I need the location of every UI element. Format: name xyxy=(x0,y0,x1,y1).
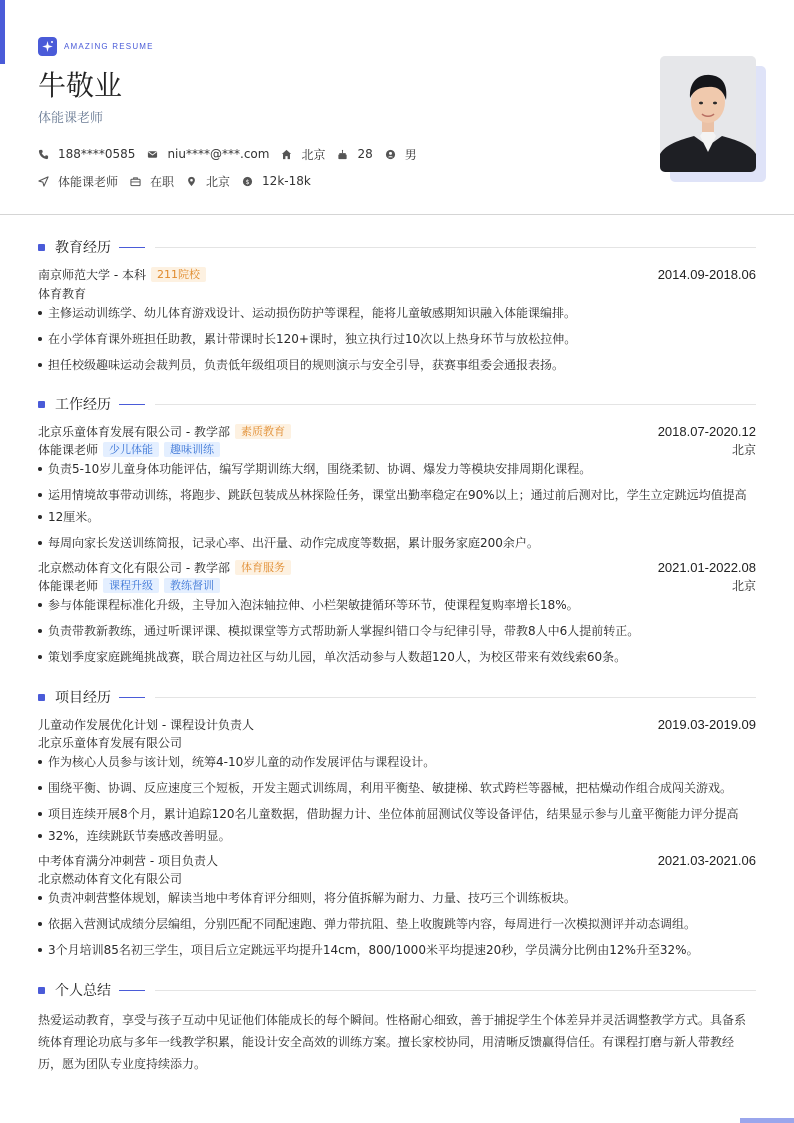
section-bullet xyxy=(38,987,45,994)
project-section-header xyxy=(38,687,756,707)
list-item: 负责冲刺营整体规划，解读当地中考体育评分细则，将分值拆解为耐力、力量、技巧三个训练板块。 xyxy=(38,887,756,909)
status-info xyxy=(130,172,174,190)
resume-header xyxy=(0,0,794,215)
project-name: 儿童动作发展优化计划 - 课程设计负责人 xyxy=(38,717,254,732)
education-major-row xyxy=(38,284,756,302)
section-accent-line xyxy=(119,990,145,991)
education-date: 2014.09-2018.06 xyxy=(657,266,756,282)
location-pin-icon xyxy=(186,176,197,187)
section-title: 工作经历 xyxy=(55,397,111,413)
company-tag: 素质教育 xyxy=(235,424,291,439)
list-item: 负责5-10岁儿童身体功能评估，编写学期训练大纲，围绕柔韧、协调、爆发力等模块安排周期化课程。 xyxy=(38,458,756,480)
project-org-row xyxy=(38,733,756,751)
phone-info xyxy=(38,145,135,163)
work-location: 北京 xyxy=(731,578,756,593)
send-icon xyxy=(38,176,49,187)
company-name: 北京燃动体育文化有限公司 - 教学部 xyxy=(38,560,230,575)
project-org-row xyxy=(38,869,756,887)
summary-line: 统体育理论功底与多年一线教学积累，能设计安全高效的训练方案。擅长家校协同，用清晰反馈赢得信任。有课程打磨与新人带教经 xyxy=(38,1035,735,1049)
hometown-info xyxy=(281,145,325,163)
section-title: 教育经历 xyxy=(55,240,111,256)
home-icon xyxy=(281,149,292,160)
summary-line: 热爱运动教育，享受与孩子互动中见证他们体能成长的每个瞬间。性格耐心细致，善于捕捉学生个体差异并灵活调整教学方式。具备系 xyxy=(38,1013,747,1027)
list-item-continuation xyxy=(38,825,756,847)
work-date: 2018.07-2020.12 xyxy=(657,423,756,439)
work-section-header xyxy=(38,394,756,414)
summary-section-header xyxy=(38,980,756,1000)
list-item: 3个月培训85名初三学生，项目后立定跳远平均提升14cm，800/1000米平均提速20秒，学员满分比例由12%升至32%。 xyxy=(38,939,756,961)
email-text: niu****@***.com xyxy=(167,147,270,161)
list-item: 项目连续开展8个月，累计追踪120名儿童数据，借助握力计、坐位体前屈测试仪等设备评估，结果显示参与儿童平衡能力评分提高 xyxy=(38,803,756,825)
briefcase-icon xyxy=(130,176,141,187)
list-item: 每周向家长发送训练简报，记录心率、出汗量、动作完成度等数据，累计服务家庭200余户。 xyxy=(38,532,756,554)
list-item: 策划季度家庭跳绳挑战赛，联合周边社区与幼儿园，单次活动参与人数超120人，为校区带来有效线索60条。 xyxy=(38,646,756,668)
list-item: 作为核心人员参与该计划，统筹4-10岁儿童的动作发展评估与课程设计。 xyxy=(38,751,756,773)
section-accent-line xyxy=(119,404,145,405)
list-item: 依据入营测试成绩分层编组，分别匹配不同配速跑、弹力带抗阻、垫上收腹跳等内容，每周进行一次模拟测评并动态调组。 xyxy=(38,913,756,935)
bottom-accent-bar xyxy=(740,1118,794,1123)
contact-row xyxy=(38,145,429,163)
phone-icon xyxy=(38,149,49,160)
gender-text: 男 xyxy=(404,147,417,162)
section-bullet xyxy=(38,401,45,408)
candidate-name: 牛敬业 xyxy=(38,69,123,102)
list-item-continuation xyxy=(38,506,756,528)
section-bullet xyxy=(38,694,45,701)
section-accent-line xyxy=(119,697,145,698)
list-item: 主修运动训练学、幼儿体育游戏设计、运动损伤防护等课程，能将儿童敏感期知识融入体能课编排。 xyxy=(38,302,756,324)
target-city-text: 北京 xyxy=(206,174,231,189)
section-divider xyxy=(155,247,756,248)
school-tag: 211院校 xyxy=(151,267,206,282)
project-date: 2021.03-2021.06 xyxy=(657,852,756,868)
target-job-text: 体能课老师 xyxy=(58,174,119,189)
cake-icon xyxy=(337,149,348,160)
list-item: 围绕平衡、协调、反应速度三个短板，开发主题式训练周，利用平衡垫、敏捷梯、软式跨栏等器械，把枯燥动作组合成闯关游戏。 xyxy=(38,777,756,799)
email-info xyxy=(147,145,269,163)
status-text: 在职 xyxy=(150,174,175,189)
money-icon xyxy=(242,176,253,187)
continuation-text: 12厘米。 xyxy=(48,510,100,524)
work-position-row xyxy=(38,440,756,458)
project-org: 北京乐童体育发展有限公司 xyxy=(38,735,183,750)
work-position-row xyxy=(38,576,756,594)
education-entry xyxy=(38,265,756,283)
continuation-text: 32%，连续跳跃节奏感改善明显。 xyxy=(48,829,231,843)
position: 体能课老师 xyxy=(38,442,99,457)
section-bullet xyxy=(38,244,45,251)
list-item: 负责带教新教练，通过听课评课、模拟课堂等方式帮助新人掌握纠错口令与纪律引导，带教8人中6人提前转正。 xyxy=(38,620,756,642)
svg-text:$: $ xyxy=(245,177,250,186)
target-job-info xyxy=(38,172,118,190)
salary-info xyxy=(242,172,311,190)
section-accent-line xyxy=(119,247,145,248)
skill-tag: 趣味训练 xyxy=(164,442,220,457)
mail-icon xyxy=(147,149,158,160)
position: 体能课老师 xyxy=(38,578,99,593)
company-name: 北京乐童体育发展有限公司 - 教学部 xyxy=(38,424,230,439)
skill-tag: 课程升级 xyxy=(103,578,159,593)
project-entry xyxy=(38,851,756,869)
sparkle-icon xyxy=(38,37,57,56)
brand xyxy=(38,37,154,56)
section-divider xyxy=(155,990,756,991)
project-org: 北京燃动体育文化有限公司 xyxy=(38,871,183,886)
age-text: 28 xyxy=(357,147,373,161)
major: 体育教育 xyxy=(38,286,87,301)
list-item: 担任校级趣味运动会裁判员，负责低年级组项目的规则演示与安全引导，获赛事组委会通报表扬。 xyxy=(38,354,756,376)
list-item: 运用情境故事带动训练，将跑步、跳跃包装成丛林探险任务，课堂出勤率稳定在90%以上；通过前后测对比，学生立定跳远均值提高 xyxy=(38,484,756,506)
section-title: 项目经历 xyxy=(55,690,111,706)
work-entry xyxy=(38,422,756,440)
job-intent-row xyxy=(38,172,323,190)
target-city-info xyxy=(186,172,230,190)
skill-tag: 少儿体能 xyxy=(103,442,159,457)
project-entry xyxy=(38,715,756,733)
section-title: 个人总结 xyxy=(55,983,111,999)
project-name: 中考体育满分冲刺营 - 项目负责人 xyxy=(38,853,218,868)
hometown-text: 北京 xyxy=(301,147,326,162)
list-item: 参与体能课程标准化升级，主导加入泡沫轴拉伸、小栏架敏捷循环等环节，使课程复购率增长18%。 xyxy=(38,594,756,616)
work-entry xyxy=(38,558,756,576)
work-date: 2021.01-2022.08 xyxy=(657,559,756,575)
section-divider xyxy=(155,697,756,698)
list-item: 在小学体育课外班担任助教，累计带课时长120+课时，独立执行过10次以上热身环节与放松拉伸。 xyxy=(38,328,756,350)
user-circle-icon xyxy=(385,149,396,160)
gender-info xyxy=(385,145,417,163)
profile-photo xyxy=(660,56,766,182)
school-name: 南京师范大学 - 本科 xyxy=(38,267,146,282)
phone-text: 188****0585 xyxy=(58,147,136,161)
brand-text: AMAZING RESUME xyxy=(64,42,154,51)
summary-text xyxy=(38,1009,756,1075)
age-info xyxy=(337,145,372,163)
salary-text: 12k-18k xyxy=(262,174,311,188)
education-section-header xyxy=(38,237,756,257)
section-divider xyxy=(155,404,756,405)
skill-tag: 教练督训 xyxy=(164,578,220,593)
summary-line: 历，愿为团队专业度持续添力。 xyxy=(38,1057,207,1071)
project-date: 2019.03-2019.09 xyxy=(657,716,756,732)
candidate-title: 体能课老师 xyxy=(38,111,104,126)
company-tag: 体育服务 xyxy=(235,560,291,575)
avatar xyxy=(660,56,756,172)
work-location: 北京 xyxy=(731,442,756,457)
